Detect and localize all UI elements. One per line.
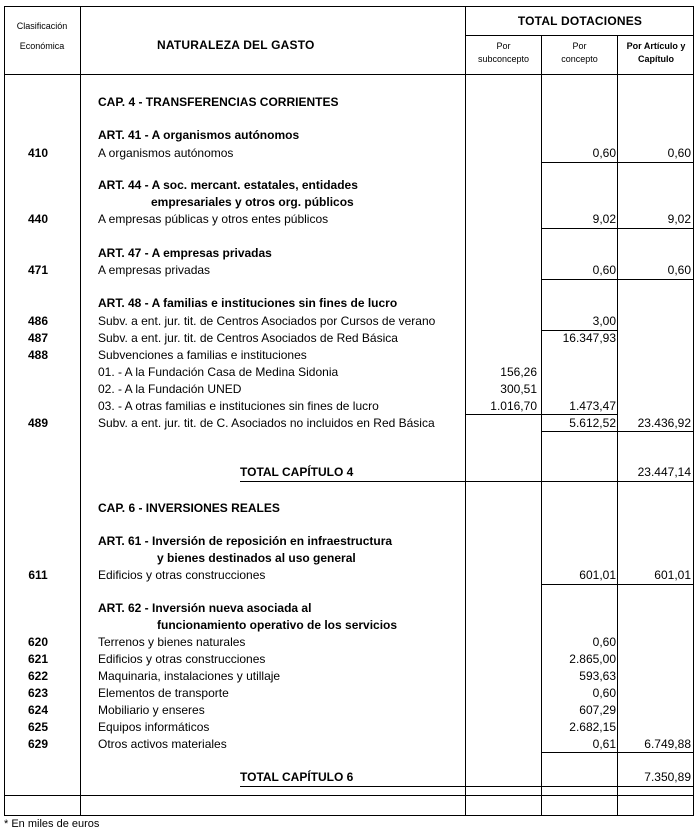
articulo-629: 6.749,88 [644,737,691,751]
desc-440: A empresas públicas y otros entes públicos [98,212,329,226]
concepto-624: 607,29 [579,703,616,717]
art62-title-2: funcionamiento operativo de los servicios [157,618,398,632]
desc-488-02: 02. - A la Fundación UNED [98,382,242,396]
desc-621: Edificios y otras construcciones [98,652,266,666]
header-split-line [465,35,694,36]
header-subconcepto-1: Por [496,41,511,51]
art47-subtotal-rule [541,279,694,280]
desc-471: A empresas privadas [98,263,211,277]
concepto-625: 2.682,15 [569,720,616,734]
art48-title: ART. 48 - A familias e instituciones sin fines de lucro [98,296,398,310]
concepto-487-top-rule [541,330,617,331]
desc-625: Equipos informáticos [98,720,210,734]
concepto-629: 0,61 [592,737,616,751]
desc-629: Otros activos materiales [98,737,227,751]
code-486: 486 [27,314,49,328]
header-economica: Económica [19,41,65,51]
header-naturaleza: NATURALEZA DEL GASTO [157,38,315,52]
art61-title-1: ART. 61 - Inversión de reposición en infraestructura [98,534,393,548]
header-articulo-1: Por Artículo y [626,41,686,51]
code-487: 487 [27,331,49,345]
code-623: 623 [27,686,49,700]
articulo-440: 9,02 [667,212,691,226]
code-622: 622 [27,669,49,683]
code-440: 440 [27,212,49,226]
art61-title-2: y bienes destinados al uso general [157,551,356,565]
cap4-total-label: TOTAL CAPÍTULO 4 [240,465,354,479]
concepto-620: 0,60 [592,635,616,649]
cap4-title: CAP. 4 - TRANSFERENCIAS CORRIENTES [98,95,339,109]
cap6-total-rule [240,786,694,787]
concepto-410: 0,60 [592,146,616,160]
header-subconcepto-2: subconcepto [477,54,530,64]
code-625: 625 [27,720,49,734]
code-611: 611 [28,568,48,582]
desc-611: Edificios y otras construcciones [98,568,266,582]
concepto-488: 1.473,47 [569,399,616,413]
articulo-489: 23.436,92 [637,416,691,430]
header-concepto-2: concepto [561,54,598,64]
art41-subtotal-rule [541,162,694,163]
desc-620: Terrenos y bienes naturales [98,635,246,649]
desc-486: Subv. a ent. jur. tit. de Centros Asociados por Cursos de verano [98,314,436,328]
concepto-622: 593,63 [579,669,616,683]
subconcepto-488-01: 156,26 [500,365,537,379]
desc-488-01: 01. - A la Fundación Casa de Medina Sidonia [98,365,339,379]
col-divider-sub [541,35,542,816]
concepto-621: 2.865,00 [569,652,616,666]
code-624: 624 [27,703,49,717]
concepto-440: 9,02 [592,212,616,226]
art47-title: ART. 47 - A empresas privadas [98,246,272,260]
col-divider-concepto [617,35,618,816]
concepto-611: 601,01 [579,568,616,582]
header-articulo-2: Capítulo [638,54,674,64]
col-divider-code [80,6,81,816]
concepto-489: 5.612,52 [569,416,616,430]
cap4-total-value: 23.447,14 [637,465,691,479]
art61-subtotal-rule [541,584,694,585]
subconcepto-488-02: 300,51 [500,382,537,396]
header-concepto-1: Por [572,41,587,51]
art48-subtotal-rule [541,431,694,432]
concepto-471: 0,60 [592,263,616,277]
art41-title: ART. 41 - A organismos autónomos [98,128,300,142]
code-629: 629 [27,737,49,751]
header-bottom-line [4,74,694,75]
code-471: 471 [27,263,49,277]
desc-624: Mobiliario y enseres [98,703,205,717]
concepto-486: 3,00 [592,314,616,328]
articulo-611: 601,01 [654,568,691,582]
subconcepto-488-03: 1.016,70 [490,399,537,413]
desc-622: Maquinaria, instalaciones y utillaje [98,669,281,683]
concepto-487: 16.347,93 [562,331,616,345]
articulo-471: 0,60 [667,263,691,277]
concepto-623: 0,60 [592,686,616,700]
desc-623: Elementos de transporte [98,686,229,700]
footnote: * En miles de euros [4,818,100,830]
cap4-total-rule [240,481,694,482]
art44-title-2: empresariales y otros org. públicos [151,195,354,209]
art62-subtotal-rule [541,752,694,753]
cap6-title: CAP. 6 - INVERSIONES REALES [98,501,280,515]
code-489: 489 [27,416,49,430]
header-total-dotaciones: TOTAL DOTACIONES [517,14,643,28]
code-621: 621 [27,652,49,666]
art44-title-1: ART. 44 - A soc. mercant. estatales, entidades [98,178,358,192]
desc-488-03: 03. - A otras familias e instituciones sin fines de lucro [98,399,379,413]
desc-410: A organismos autónomos [98,146,234,160]
cap6-total-label: TOTAL CAPÍTULO 6 [240,770,354,784]
code-410: 410 [27,146,49,160]
code-620: 620 [27,635,49,649]
art44-subtotal-rule [541,228,694,229]
articulo-410: 0,60 [667,146,691,160]
art62-title-1: ART. 62 - Inversión nueva asociada al [98,601,312,615]
desc-487: Subv. a ent. jur. tit. de Centros Asociados de Red Básica [98,331,398,345]
desc-488: Subvenciones a familias e instituciones [98,348,307,362]
col-divider-desc [465,6,466,816]
cap6-total-value: 7.350,89 [644,770,691,784]
table-bottom-rule [4,795,694,796]
desc-489: Subv. a ent. jur. tit. de C. Asociados no incluidos en Red Básica [98,416,435,430]
code-488: 488 [27,348,49,362]
header-clasificacion: Clasificación [16,21,68,31]
